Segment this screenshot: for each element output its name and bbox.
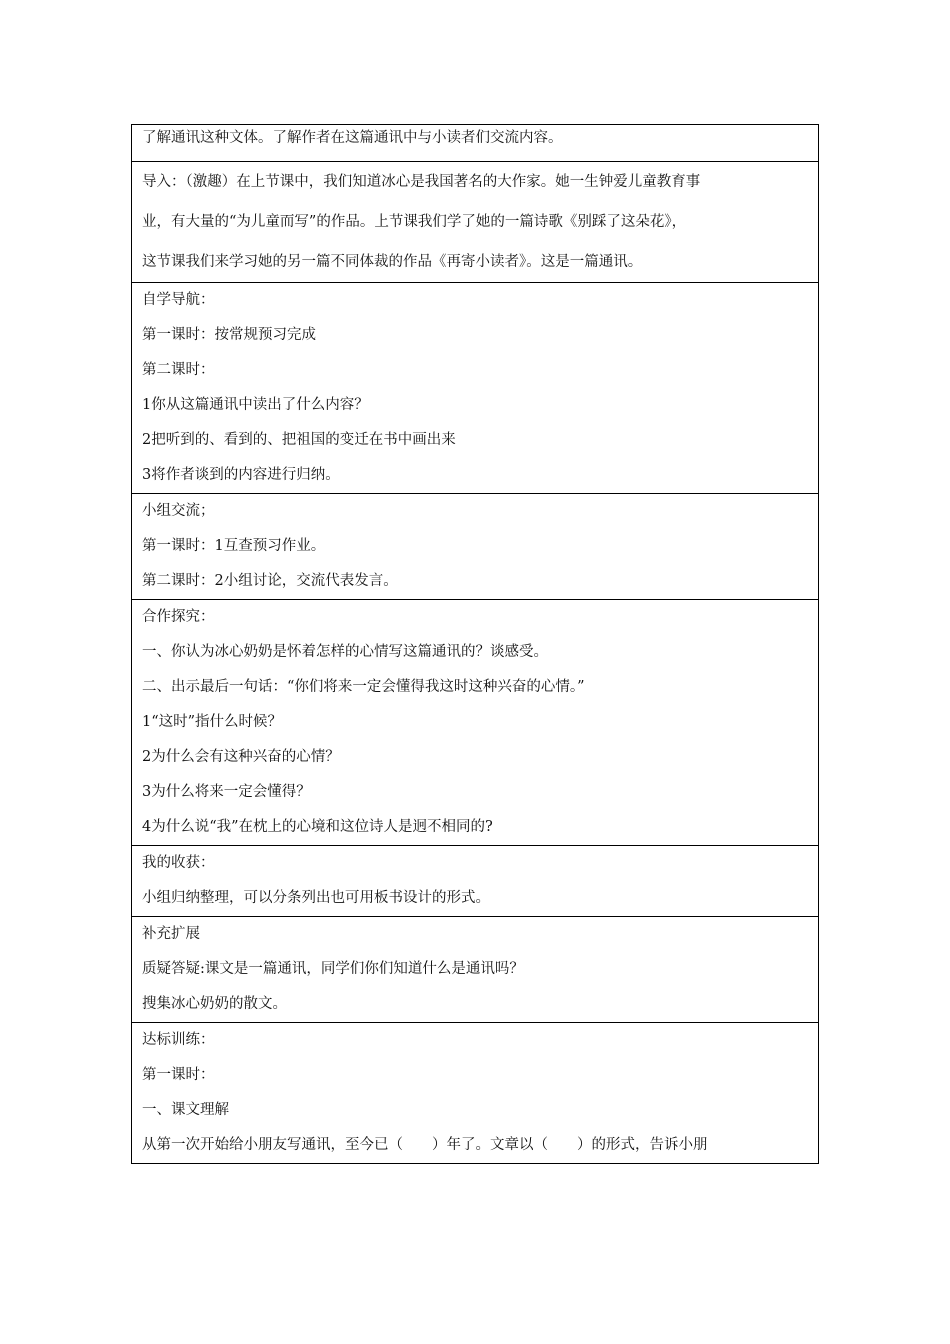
lesson-plan-page xyxy=(131,124,819,1164)
group-exchange-row xyxy=(132,494,819,600)
lesson-plan-table xyxy=(131,124,819,1164)
objective-row xyxy=(132,125,819,162)
group-exchange-line: 第二课时：2小组讨论，交流代表发言。 xyxy=(142,573,398,589)
supplement-row xyxy=(132,917,819,1023)
harvest-heading: 我的收获： xyxy=(142,855,215,871)
introduction-line-1: 导入：（激趣）在上节课中，我们知道冰心是我国著名的大作家。她一生钟爱儿童教育事 xyxy=(142,174,701,190)
cooperative-inquiry-row xyxy=(132,600,819,846)
self-study-line: 3将作者谈到的内容进行归纳。 xyxy=(142,467,340,483)
harvest-line: 小组归纳整理，可以分条列出也可用板书设计的形式。 xyxy=(142,890,490,906)
practice-line: 第一课时： xyxy=(142,1067,215,1083)
harvest-cell xyxy=(132,846,819,917)
introduction-line-3: 这节课我们来学习她的另一篇不同体裁的作品《再寄小读者》。这是一篇通讯。 xyxy=(142,254,643,270)
practice-line: 一、课文理解 xyxy=(142,1102,229,1118)
cooperative-inquiry-line: 4为什么说“我”在枕上的心境和这位诗人是迥不相同的? xyxy=(142,819,493,835)
supplement-heading: 补充扩展 xyxy=(142,926,200,942)
supplement-line: 质疑答疑:课文是一篇通讯，同学们你们知道什么是通讯吗？ xyxy=(142,961,524,977)
introduction-row xyxy=(132,162,819,283)
introduction-line-2: 业，有大量的“为儿童而写”的作品。上节课我们学了她的一篇诗歌《别踩了这朵花》， xyxy=(142,214,687,230)
cooperative-inquiry-line: 2为什么会有这种兴奋的心情？ xyxy=(142,749,340,765)
practice-line: 从第一次开始给小朋友写通讯，至今已（ ）年了。文章以（ ）的形式，告诉小朋 xyxy=(142,1137,708,1153)
cooperative-inquiry-line: 3为什么将来一定会懂得？ xyxy=(142,784,311,800)
group-exchange-line: 第一课时：1互查预习作业。 xyxy=(142,538,326,554)
practice-heading: 达标训练： xyxy=(142,1032,215,1048)
supplement-cell xyxy=(132,917,819,1023)
self-study-line: 2把听到的、看到的、把祖国的变迁在书中画出来 xyxy=(142,432,456,448)
practice-cell xyxy=(132,1023,819,1164)
group-exchange-cell xyxy=(132,494,819,600)
cooperative-inquiry-line: 二、出示最后一句话：“你们将来一定会懂得我这时这种兴奋的心情。” xyxy=(142,679,585,695)
group-exchange-heading: 小组交流； xyxy=(142,503,215,519)
objective-text: 了解通讯这种文体。了解作者在这篇通讯中与小读者们交流内容。 xyxy=(142,130,563,146)
cooperative-inquiry-heading: 合作探究： xyxy=(142,609,215,625)
harvest-row xyxy=(132,846,819,917)
self-study-line: 1你从这篇通讯中读出了什么内容？ xyxy=(142,397,369,413)
self-study-cell xyxy=(132,283,819,494)
self-study-heading: 自学导航： xyxy=(142,292,215,308)
self-study-row xyxy=(132,283,819,494)
cooperative-inquiry-line: 1“这时”指什么时候？ xyxy=(142,714,283,730)
practice-row xyxy=(132,1023,819,1164)
cooperative-inquiry-cell xyxy=(132,600,819,846)
self-study-line: 第二课时： xyxy=(142,362,215,378)
self-study-line: 第一课时：按常规预习完成 xyxy=(142,327,316,343)
introduction-cell xyxy=(132,162,819,283)
cooperative-inquiry-line: 一、你认为冰心奶奶是怀着怎样的心情写这篇通讯的？谈感受。 xyxy=(142,644,548,660)
objective-cell xyxy=(132,125,819,162)
supplement-line: 搜集冰心奶奶的散文。 xyxy=(142,996,287,1012)
